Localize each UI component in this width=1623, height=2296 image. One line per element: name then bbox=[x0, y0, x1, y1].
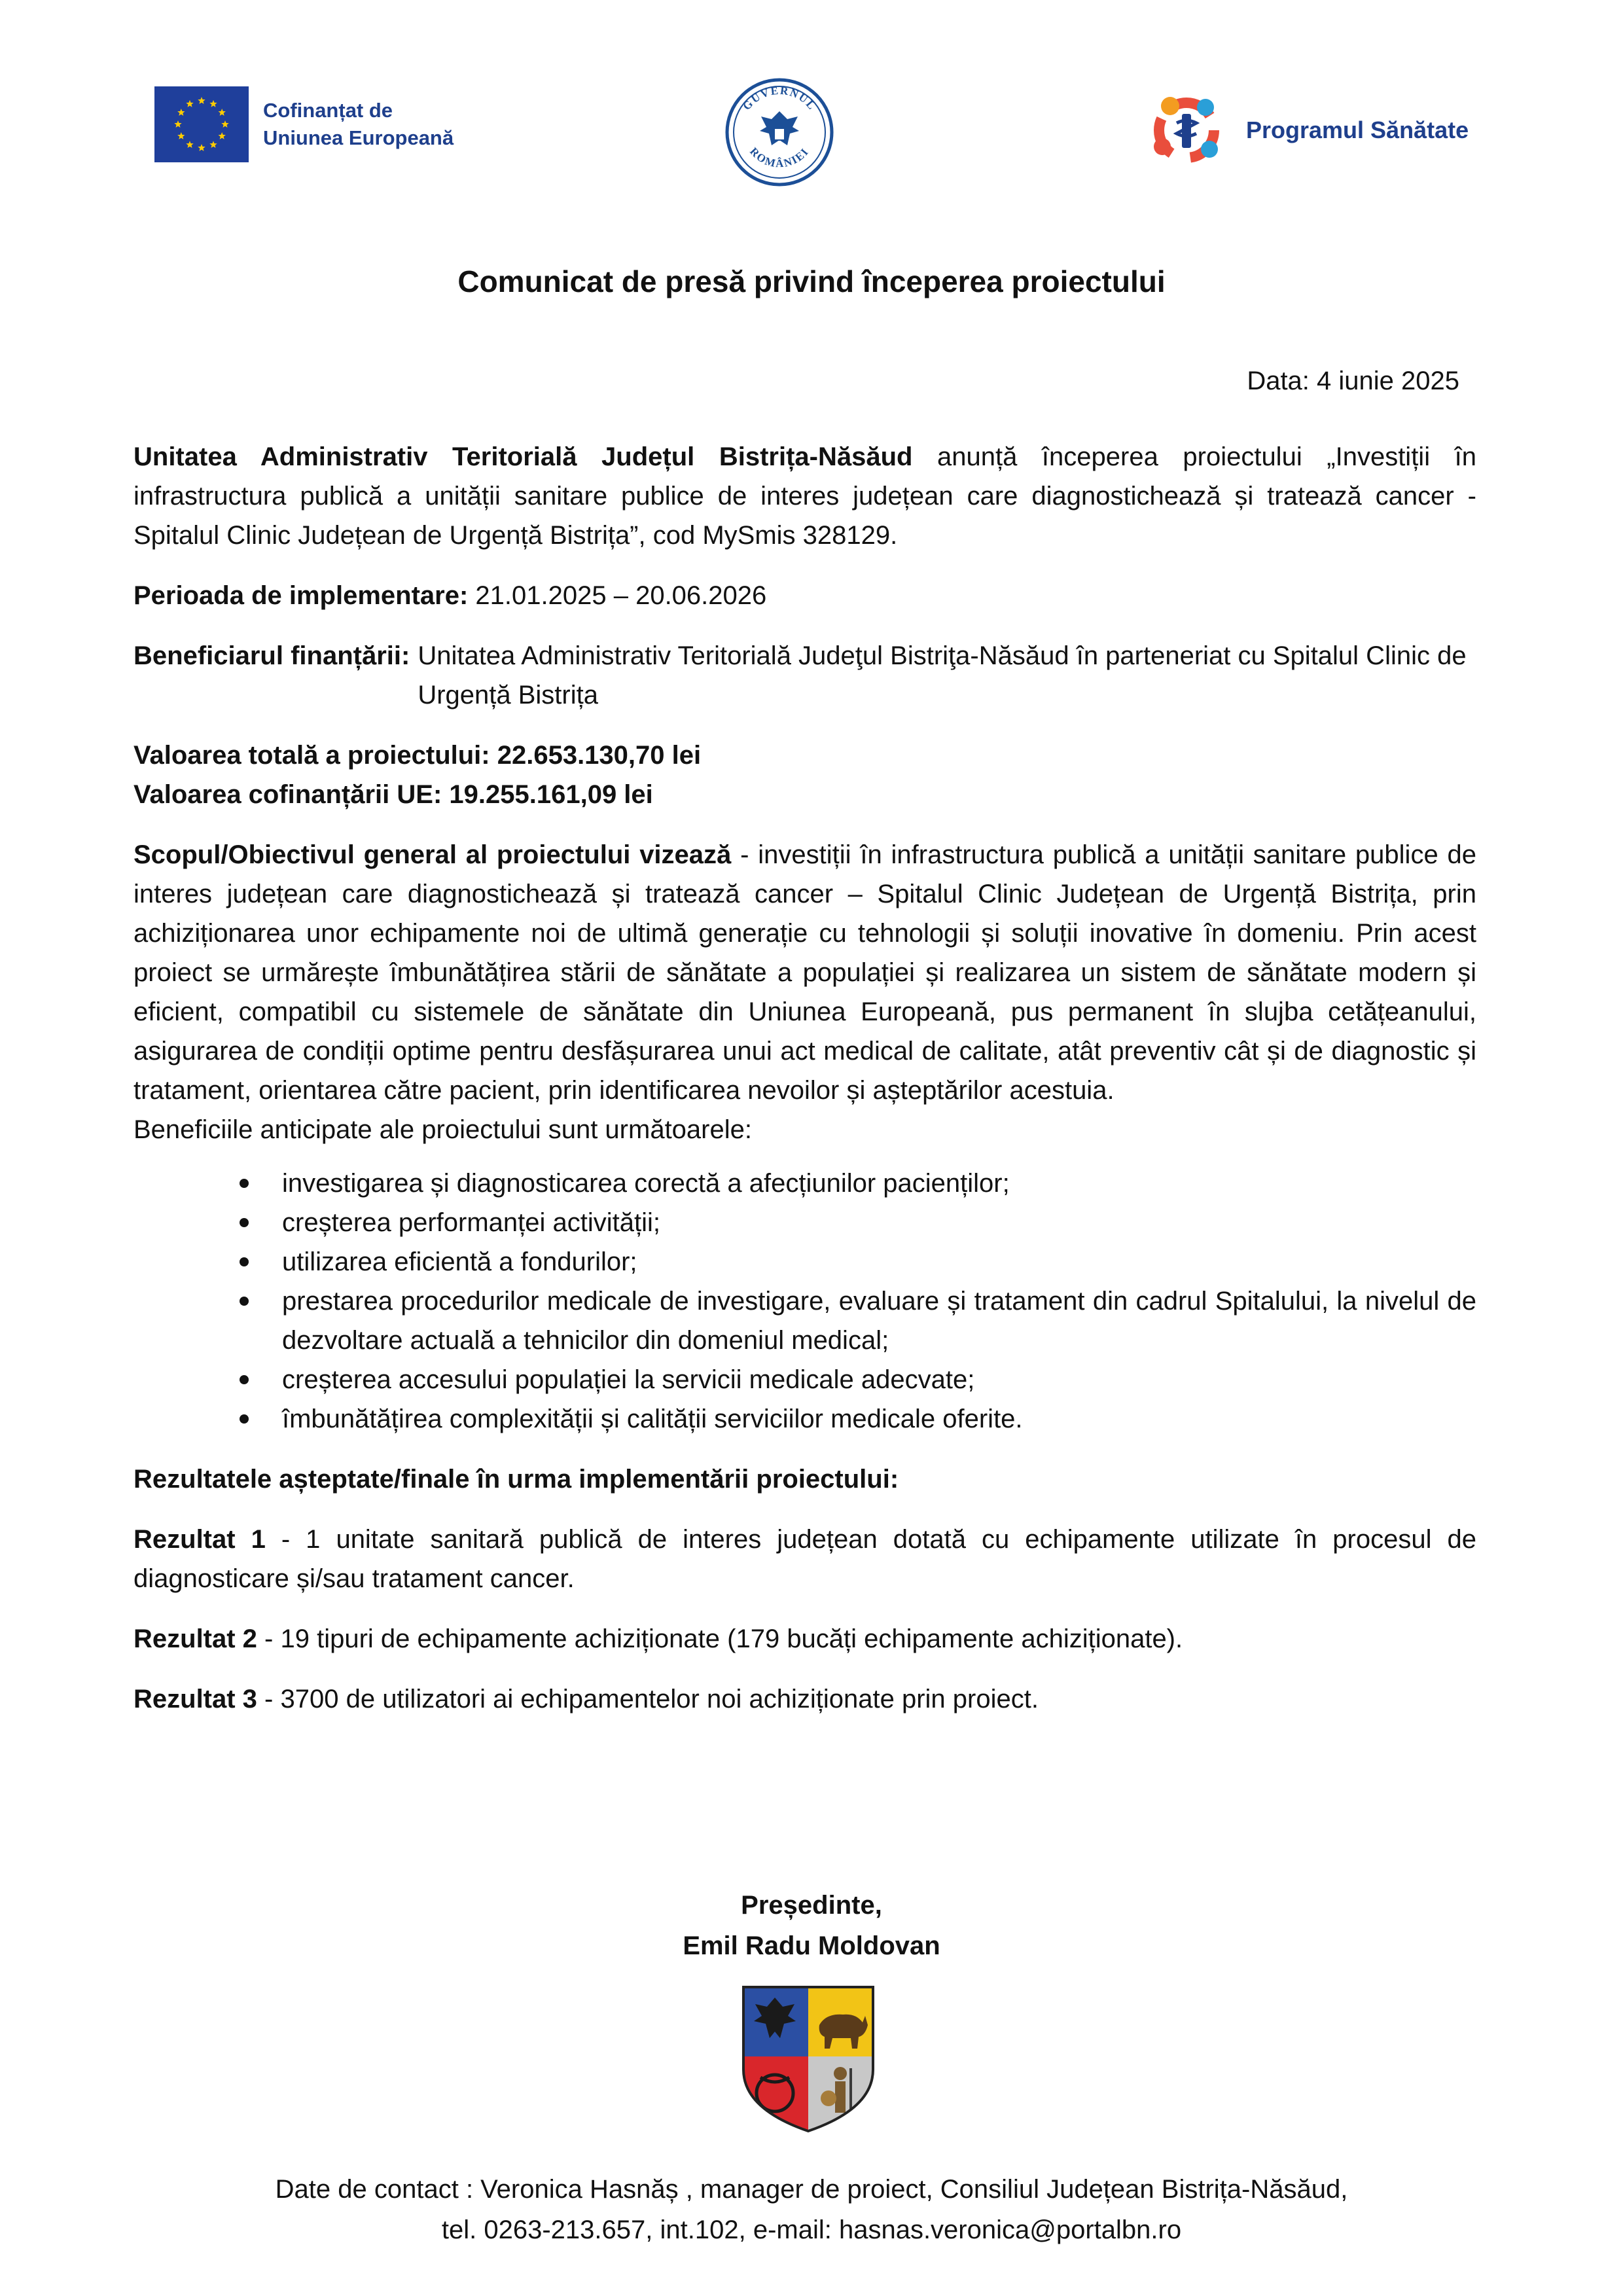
eu-star-icon bbox=[186, 100, 193, 107]
footer-line2: tel. 0263-213.657, int.102, e-mail: hasnas.veronica@portalbn.ro bbox=[441, 2215, 1182, 2244]
benefits-intro: Beneficiile anticipate ale proiectului sunt următoarele: bbox=[134, 1115, 752, 1144]
intro-paragraph bbox=[134, 437, 1476, 555]
period-value: 21.01.2025 – 20.06.2026 bbox=[468, 581, 767, 610]
footer-contact bbox=[0, 2169, 1623, 2250]
county-coat-of-arms-icon bbox=[741, 1984, 876, 2134]
romanian-government-seal-icon bbox=[724, 77, 834, 187]
programul-sanatate-icon bbox=[1137, 81, 1236, 179]
results-heading: Rezultatele așteptate/finale în urma implementării proiectului: bbox=[134, 1465, 899, 1494]
beneficiary-row bbox=[134, 636, 1476, 715]
result-text: - 3700 de utilizatori ai echipamentelor noi achiziționate prin proiect. bbox=[257, 1685, 1039, 1713]
eu-cofinancing-value: Valoarea cofinanțării UE: 19.255.161,09 lei bbox=[134, 780, 653, 809]
eu-star-icon bbox=[209, 100, 217, 107]
result-label: Rezultat 2 bbox=[134, 1624, 257, 1653]
gov-seal-bottom-text: ROMÂNIEI bbox=[747, 145, 812, 170]
eu-star-icon bbox=[198, 97, 205, 104]
signature-block bbox=[0, 1885, 1623, 1966]
header-logos bbox=[0, 77, 1623, 188]
list-item: îmbunătățirea complexității și calității serviciilor medicale oferite. bbox=[134, 1399, 1476, 1439]
result-text: - 1 unitate sanitară publică de interes județean dotată cu echipamente utilizate în procesul de diagnosticare și/sau tratament cancer. bbox=[134, 1525, 1476, 1593]
signature-role: Președinte, bbox=[741, 1891, 882, 1920]
eu-star-icon bbox=[219, 109, 226, 116]
beneficiary-value: Unitatea Administrativ Teritorială Judeţul Bistriţa-Năsăud în parteneriat cu Spitalul Clinic de Urgență Bistrița bbox=[418, 641, 1467, 709]
programul-sanatate-text: Programul Sănătate bbox=[1246, 117, 1469, 143]
eu-logo-text bbox=[263, 97, 454, 152]
eu-star-icon bbox=[174, 120, 181, 128]
eu-star-icon bbox=[186, 141, 193, 148]
eu-logo-line2: Uniunea Europeană bbox=[263, 126, 454, 149]
list-item: utilizarea eficientă a fondurilor; bbox=[134, 1242, 1476, 1282]
release-date: Data: 4 iunie 2025 bbox=[1247, 367, 1459, 395]
result-item-1 bbox=[134, 1520, 1476, 1598]
eu-star-icon bbox=[219, 132, 226, 139]
page-title: Comunicat de presă privind începerea proiectului bbox=[457, 264, 1166, 298]
eu-star-icon bbox=[209, 141, 217, 148]
list-item: prestarea procedurilor medicale de investigare, evaluare și tratament din cadrul Spitalului, la nivelul de dezvoltare actuală a tehnicilor din domeniul medical; bbox=[134, 1282, 1476, 1360]
period-label: Perioada de implementare: bbox=[134, 581, 469, 610]
result-item-2 bbox=[134, 1619, 1476, 1659]
result-label: Rezultat 1 bbox=[134, 1525, 266, 1554]
total-value: Valoarea totală a proiectului: 22.653.130,70 lei bbox=[134, 741, 702, 770]
bullet-icon bbox=[240, 1375, 249, 1384]
intro-text: anunță începerea proiectului „Investiții în infrastructura publică a unității sanitare publice de interes județean care diagnostichează și tratează cancer - Spitalul Clinic Județean de Urgență Bistrița”, cod MySmis 328129. bbox=[134, 442, 1476, 550]
result-item-3 bbox=[134, 1679, 1476, 1719]
eu-star-icon bbox=[177, 109, 185, 116]
signature-name: Emil Radu Moldovan bbox=[683, 1931, 940, 1960]
gov-seal-top-text: GUVERNUL bbox=[740, 84, 819, 113]
footer-line1: Date de contact : Veronica Hasnăș , manager de proiect, Consiliul Județean Bistrița-Năsăud, bbox=[275, 2175, 1348, 2204]
objective-text: - investiții în infrastructura publică a unității sanitare publice de interes județean care diagnostichează și tratează cancer – Spitalul Clinic Județean de Urgență Bistrița, prin achiziționarea unor echipamente noi de ultimă generație cu tehnologii și soluții inovative în domeniu. Prin acest proiect se urmărește îmbunătățirea stării de sănătate a populației și realizarea un sistem de sănătate modern și eficient, compatibil cu sistemele de sănătate din Uniunea Europeană, pus permanent în slujba cetățeanului, asigurarea de condiții optime pentru desfășurarea unui act medical de calitate, atât preventiv cât și de diagnostic și tratament, orientarea către pacient, prin identificarea nevoilor și așteptărilor acestuia. bbox=[134, 840, 1476, 1105]
benefits-list bbox=[134, 1164, 1476, 1439]
eu-logo-line1: Cofinanțat de bbox=[263, 99, 393, 122]
objective-label: Scopul/Obiectivul general al proiectului vizează bbox=[134, 840, 732, 869]
objective-paragraph bbox=[134, 835, 1476, 1110]
intro-organization: Unitatea Administrativ Teritorială Județul Bistrița-Năsăud bbox=[134, 442, 913, 471]
list-item: investigarea și diagnosticarea corectă a afecțiunilor pacienților; bbox=[134, 1164, 1476, 1203]
result-label: Rezultat 3 bbox=[134, 1685, 257, 1713]
eu-cofinancing-logo bbox=[154, 86, 454, 162]
result-text: - 19 tipuri de echipamente achiziționate (179 bucăți echipamente achiziționate). bbox=[257, 1624, 1183, 1653]
list-item: creșterea performanței activității; bbox=[134, 1203, 1476, 1242]
implementation-period bbox=[134, 576, 1476, 615]
bullet-icon bbox=[240, 1218, 249, 1227]
bullet-icon bbox=[240, 1179, 249, 1188]
eu-star-icon bbox=[177, 132, 185, 139]
press-release-body bbox=[134, 437, 1476, 1719]
bullet-icon bbox=[240, 1297, 249, 1306]
eu-star-icon bbox=[221, 120, 228, 128]
beneficiary-label: Beneficiarul finanțării: bbox=[134, 641, 410, 670]
bullet-icon bbox=[240, 1414, 249, 1424]
eu-star-icon bbox=[198, 144, 205, 151]
programul-sanatate-logo bbox=[1137, 81, 1469, 179]
list-item: creșterea accesului populației la servicii medicale adecvate; bbox=[134, 1360, 1476, 1399]
eu-flag-icon bbox=[154, 86, 249, 162]
bullet-icon bbox=[240, 1257, 249, 1266]
